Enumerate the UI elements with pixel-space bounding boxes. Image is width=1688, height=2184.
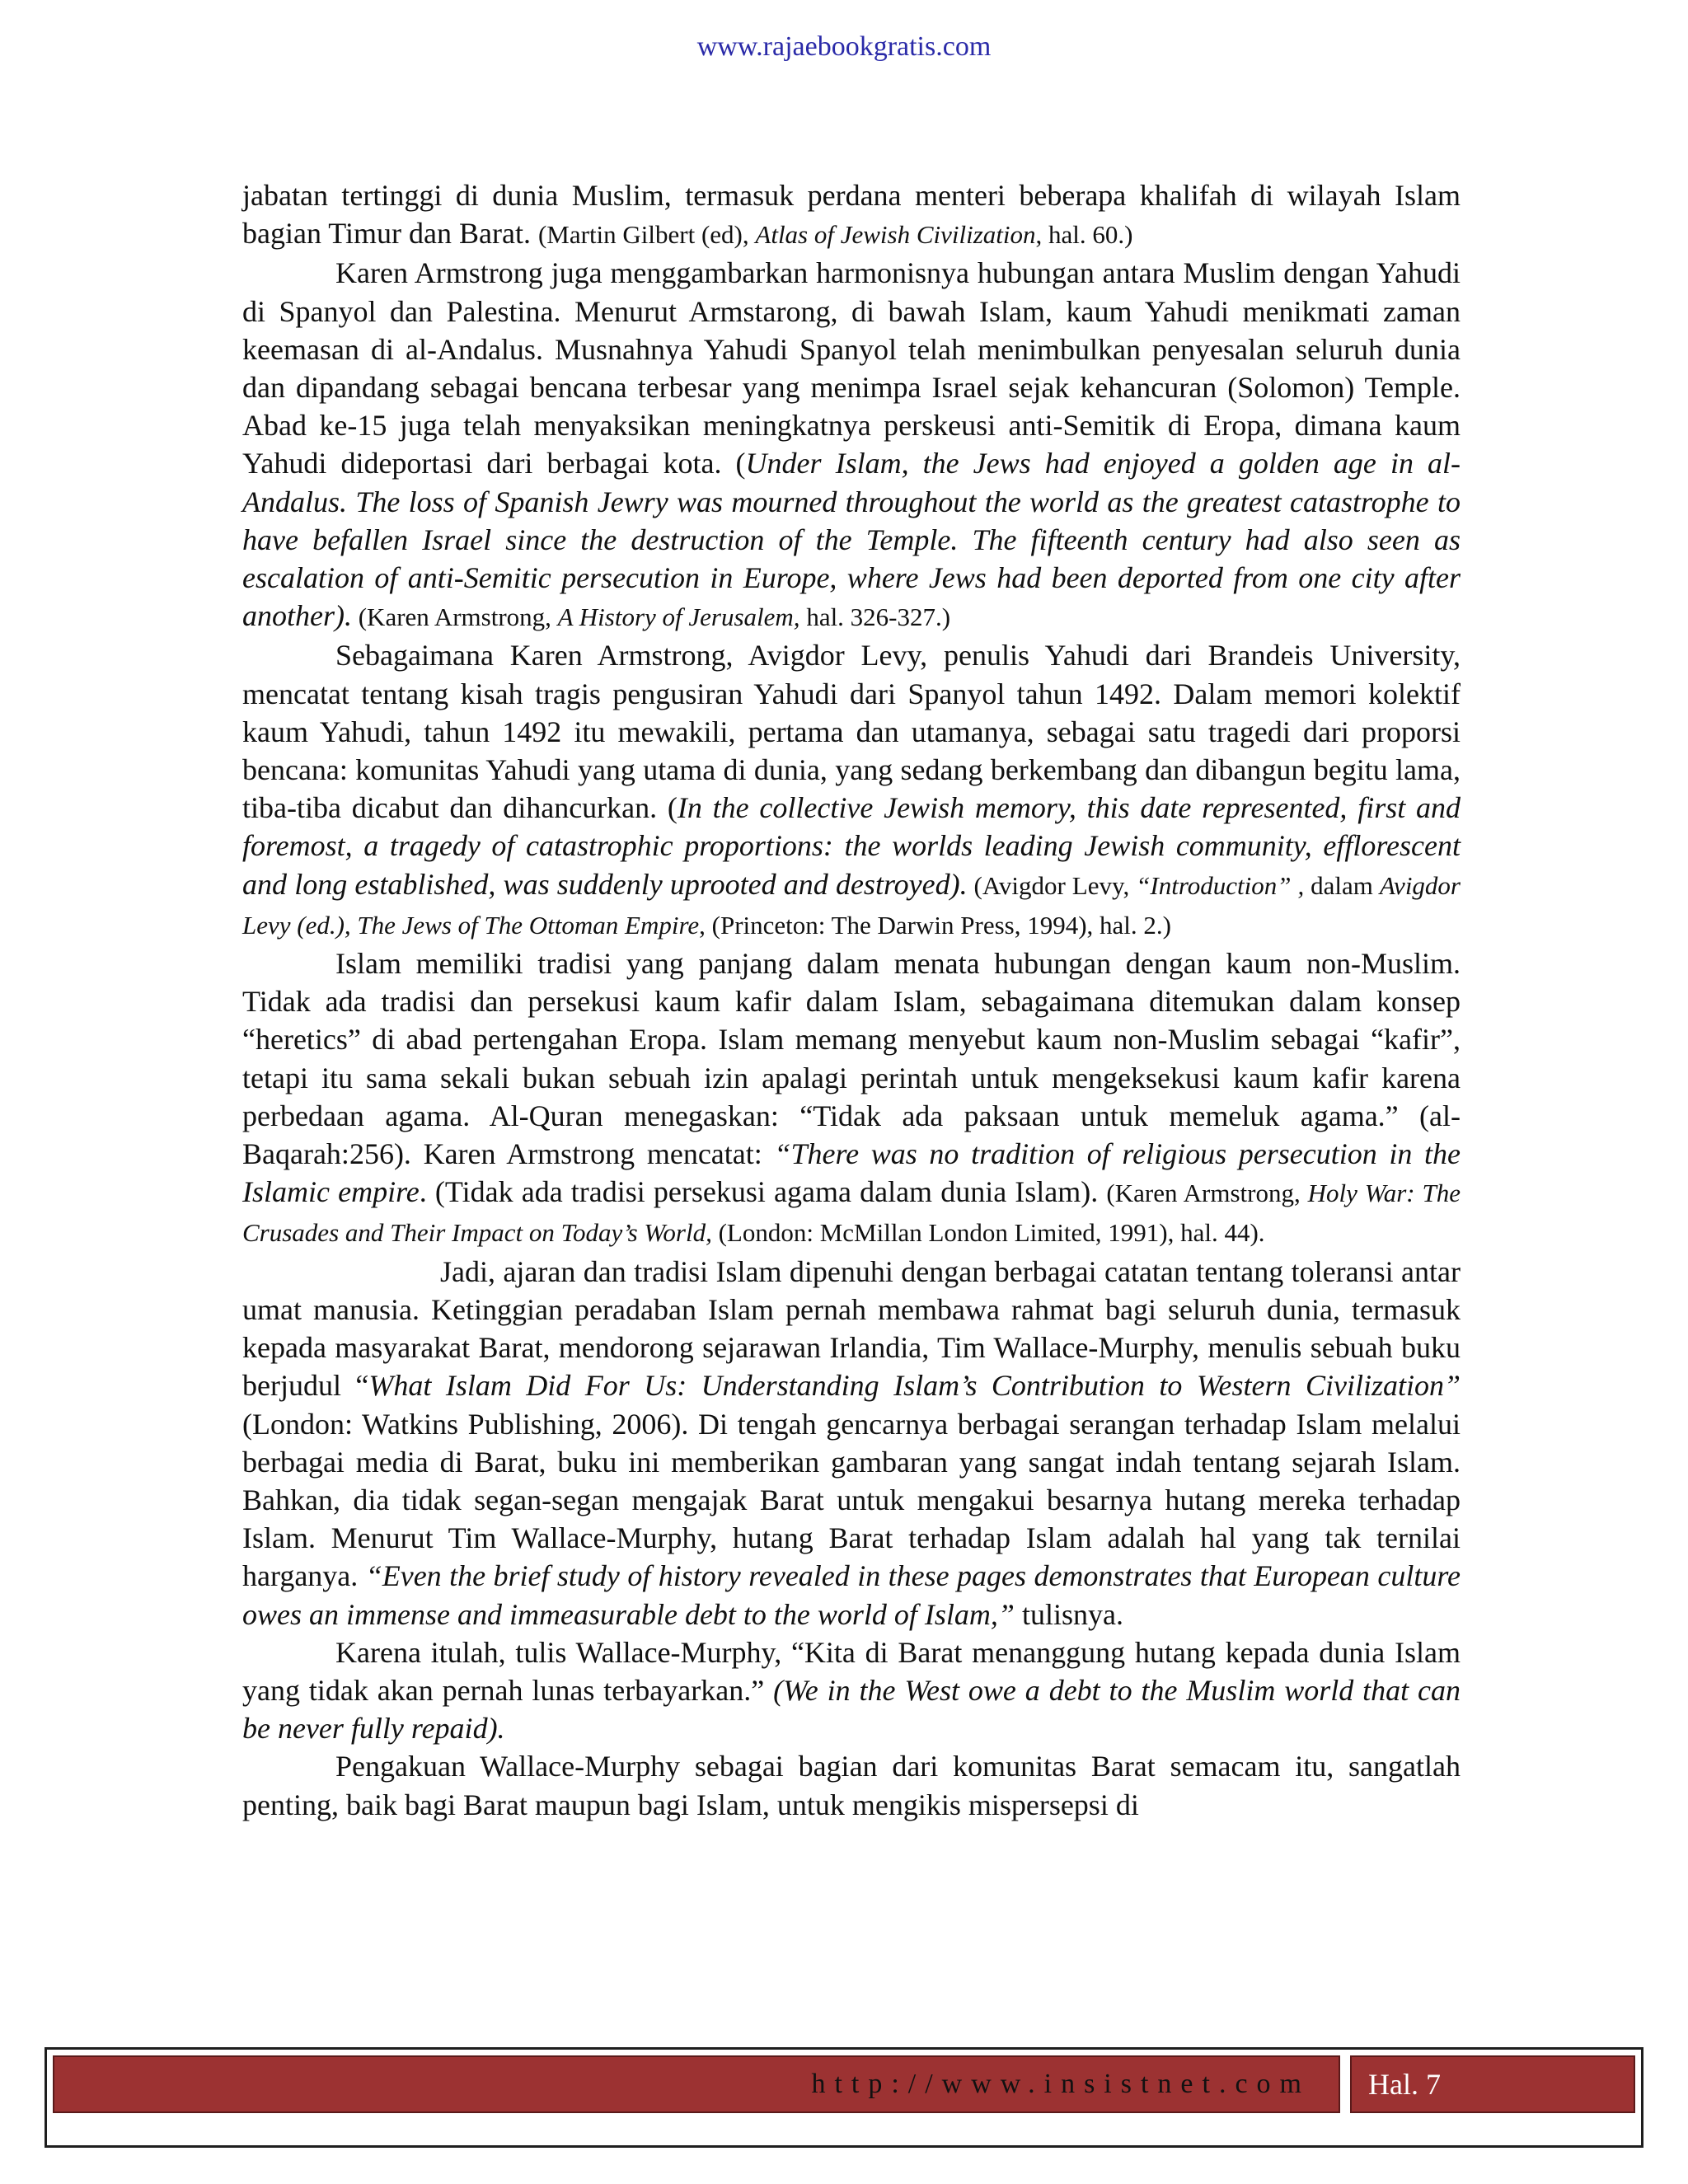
citation-book: Avigdor Levy (ed.), The Jews of The Ottoman Empire xyxy=(242,870,1461,940)
paragraph-text: Sebagaimana Karen Armstrong, Avigdor Levy, penulis Yahudi dari Brandeis University, mencatat tentang kisah tragis pengusiran Yahudi dari Spanyol tahun 1492. Dalam memori kolektif kaum Yahudi, tahun 1492 itu mewakili, pertama dan utamanya, sebagai satu tragedi dari proporsi bencana: komunitas Yahudi yang utama di dunia, yang sedang berkembang dan dibangun begitu lama, tiba-tiba dicabut dan dihancurkan. ( xyxy=(242,639,1461,825)
citation-author: (Karen Armstrong, xyxy=(351,602,558,632)
citation-publisher: , (Princeton: The Darwin Press, 1994), hal. 2.) xyxy=(699,910,1171,940)
paragraph-text-continued: . (Tidak ada tradisi persekusi agama dalam dunia Islam). xyxy=(419,1175,1107,1209)
document-body xyxy=(242,176,1461,1824)
paragraph-3 xyxy=(242,636,1461,944)
paragraph-7 xyxy=(242,1747,1461,1823)
citation-connector: dalam xyxy=(1304,870,1380,900)
paragraph-2 xyxy=(242,254,1461,636)
book-title: What Islam Did For Us: Understanding Islam’s Contribution to Western Civilization” xyxy=(368,1369,1461,1403)
citation-publisher: (London: McMillan London Limited, 1991), hal. 44). xyxy=(711,1218,1265,1248)
page-number-box xyxy=(1350,2055,1635,2113)
citation-page: hal. 326-327.) xyxy=(799,602,951,632)
english-quote: In the collective Jewish memory, this date represented, first and foremost, a tragedy of catastrophic proportions: the worlds leading Jewish community, efflorescent and long established, was suddenly uprooted and destroyed). xyxy=(242,791,1461,901)
footer-url-link[interactable]: http://www.insistnet.com xyxy=(811,2069,1311,2099)
citation xyxy=(352,602,950,631)
paragraph-text: Jadi, ajaran dan tradisi Islam dipenuhi dengan berbagai catatan tentang toleransi antar umat manusia. Ketinggian peradaban Islam pernah membawa rahmat bagi seluruh dunia, termasuk kepada masyarakat Barat, mendorong sejarawan Irlandia, Tim Wallace-Murphy, menulis sebuah buku berjudul “ xyxy=(242,1254,1461,1403)
page-number: Hal. 7 xyxy=(1368,2068,1441,2101)
paragraph-text: Karena itulah, tulis Wallace-Murphy, “Kita di Barat menanggung hutang kepada dunia Islam yang tidak akan pernah lunas terbayarkan.” xyxy=(242,1635,1461,1707)
citation-author: (Karen Armstrong, xyxy=(1106,1179,1308,1208)
paragraph-5 xyxy=(242,1253,1461,1633)
citation-title: A History of Jerusalem, xyxy=(557,602,800,632)
site-link[interactable]: www.rajaebookgratis.com xyxy=(696,31,992,62)
citation-page: , hal. 60.) xyxy=(1035,220,1133,250)
english-quote: Under Islam, the Jews had enjoyed a golden age in al-Andalus. The loss of Spanish Jewry was mourned throughout the world as the greatest catastrophe to have befallen Israel since the destruction of the Temple. The fifteenth century had also seen as escalation of anti-Semitic persecution in Europe, where Jews had been deported from one city after another). xyxy=(242,447,1461,633)
english-quote: “There was no tradition of religious persecution in the Islamic empire xyxy=(242,1137,1461,1209)
citation xyxy=(538,220,1133,249)
paragraph-text-end: tulisnya. xyxy=(1014,1597,1123,1631)
paragraph-text: Pengakuan Wallace-Murphy sebagai bagian dari komunitas Barat semacam itu, sangatlah penting, baik bagi Barat maupun bagi Islam, untuk mengikis mispersepsi di xyxy=(242,1750,1461,1821)
citation-author: (Avigdor Levy, xyxy=(967,870,1137,900)
footer-url-bar xyxy=(53,2055,1340,2113)
paragraph-1 xyxy=(242,176,1461,254)
paragraph-text-continued: (London: Watkins Publishing, 2006). Di tengah gencarnya berbagai serangan terhadap Islam melalui berbagai media di Barat, buku ini memberikan gambaran yang sangat indah tentang sejarah Islam. Bahkan, dia tidak segan-segan mengajak Barat untuk mengakui besarnya hutang mereka terhadap Islam. Menurut Tim Wallace-Murphy, hutang Barat terhadap Islam adalah hal yang tak ternilai harganya. xyxy=(242,1407,1461,1593)
paragraph-6 xyxy=(242,1633,1461,1748)
english-quote: (We in the West owe a debt to the Muslim world that can be never fully repaid). xyxy=(242,1673,1461,1746)
citation-title: Atlas of Jewish Civilization xyxy=(755,220,1036,250)
citation-title: “Introduction” , xyxy=(1136,870,1305,900)
paragraph-4 xyxy=(242,944,1461,1253)
citation-title: Holy War: The Crusades and Their Impact on Today’s World, xyxy=(242,1179,1461,1248)
english-quote: “Even the brief study of history revealed in these pages demonstrates that European culture owes an immense and immeasurable debt to the world of Islam,” xyxy=(242,1559,1461,1631)
paragraph-text: Karen Armstrong juga menggambarkan harmonisnya hubungan antara Muslim dengan Yahudi di Spanyol dan Palestina. Menurut Armstarong, di bawah Islam, kaum Yahudi menikmati zaman keemasan di al-Andalus. Musnahnya Yahudi Spanyol telah menimbulkan penyesalan seluruh dunia dan dipandang sebagai bencana terbesar yang menimpa Israel sejak kehancuran (Solomon) Temple. Abad ke-15 juga telah menyaksikan meningkatnya perskeusi anti-Semitik di Eropa, dimana kaum Yahudi dideportasi dari berbagai kota. ( xyxy=(242,256,1461,480)
paragraph-text: Islam memiliki tradisi yang panjang dalam menata hubungan dengan kaum non-Muslim. Tidak ada tradisi dan persekusi kaum kafir dalam Islam, sebagaimana ditemukan dalam konsep “heretics” di abad pertengahan Eropa. Islam memang menyebut kaum non-Muslim sebagai “kafir”, tetapi itu sama sekali bukan sebuah izin apalagi perintah untuk mengeksekusi kaum kafir karena perbedaan agama. Al-Quran menegaskan: “Tidak ada paksaan untuk memeluk agama.” (al-Baqarah:256). Karen Armstrong mencatat: xyxy=(242,947,1461,1171)
citation-author: (Martin Gilbert (ed), xyxy=(537,220,756,250)
paragraph-text: jabatan tertinggi di dunia Muslim, termasuk perdana menteri beberapa khalifah di wilayah Islam bagian Timur dan Barat. xyxy=(242,179,1461,251)
